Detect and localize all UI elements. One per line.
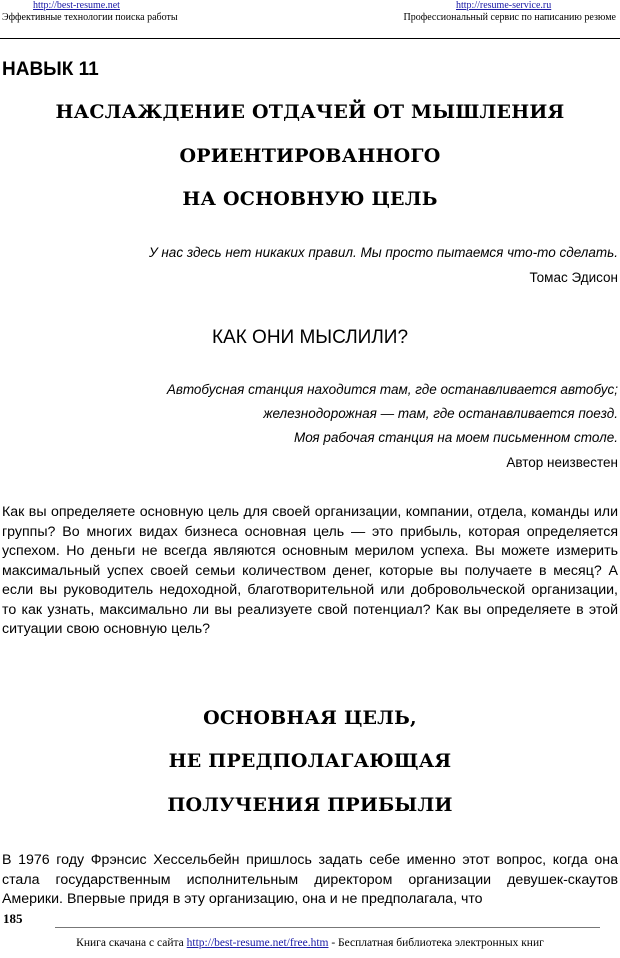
footer-link[interactable]: http://best-resume.net/free.htm — [186, 937, 329, 949]
epigraph-2-line-2: железнодорожная — там, где останавливается поезд. — [263, 406, 618, 421]
epigraph-1-quote: У нас здесь нет никаких правил. Мы просто пытаемся что-то сделать. — [149, 245, 618, 260]
header-right-link[interactable]: http://resume-service.ru — [456, 0, 552, 11]
paragraph-1: Как вы определяете основную цель для своей организации, компании, отдела, команды или группы? Во многих видах бизнеса основная цель — это прибыль, которая определяется успехом. Но деньги не всегда являются основным мерилом успеха. Вы можете измерить максимальный успех своей семьи количеством денег, которые вы получаете в месяц? А если вы руководитель недоходной, благотворительной или добровольческой организации, то как узнать, максимально ли вы реализуете свой потенциал? Как вы определяете в этой ситуации свою основную цель? — [2, 504, 618, 637]
section-2-heading-line-2: НЕ ПРЕДПОЛАГАЮЩАЯ — [168, 750, 452, 772]
chapter-title-line-2: ОРИЕНТИРОВАННОГО — [179, 145, 441, 167]
section-2-heading-line-1: ОСНОВНАЯ ЦЕЛЬ, — [203, 707, 417, 729]
epigraph-2-author: Автор неизвестен — [506, 455, 618, 470]
header-divider — [0, 38, 620, 39]
header-left-link[interactable]: http://best-resume.net — [33, 0, 120, 11]
header-left-subtitle: Эффективные технологии поиска работы — [2, 12, 178, 23]
epigraph-2-line-3: Моя рабочая станция на моем письменном столе. — [293, 430, 618, 445]
footer — [0, 937, 620, 949]
header-right-subtitle: Профессиональный сервис по написанию резюме — [403, 12, 616, 23]
skill-label: НАВЫК 11 — [2, 59, 99, 80]
epigraph-2-line-1: Автобусная станция находится там, где останавливается автобус; — [166, 382, 618, 397]
paragraph-2: В 1976 году Фрэнсис Хессельбейн пришлось задать себе именно этот вопрос, когда она стала государственным исполнительным директором организации девушек-скаутов Америки. Впервые придя в эту организацию, она и не предполагала, что — [2, 852, 618, 907]
footer-prefix: Книга скачана с сайта — [76, 937, 187, 949]
section-2-heading-line-3: ПОЛУЧЕНИЯ ПРИБЫЛИ — [167, 794, 453, 816]
footer-divider — [55, 927, 600, 928]
footer-suffix: - Бесплатная библиотека электронных книг — [328, 937, 544, 949]
epigraph-1-author: Томас Эдисон — [529, 270, 618, 285]
section-1-heading: КАК ОНИ МЫСЛИЛИ? — [211, 327, 409, 348]
chapter-title-line-1: НАСЛАЖДЕНИЕ ОТДАЧЕЙ ОТ МЫШЛЕНИЯ — [55, 101, 565, 123]
page-number: 185 — [3, 911, 23, 926]
chapter-title-line-3: НА ОСНОВНУЮ ЦЕЛЬ — [182, 188, 438, 210]
